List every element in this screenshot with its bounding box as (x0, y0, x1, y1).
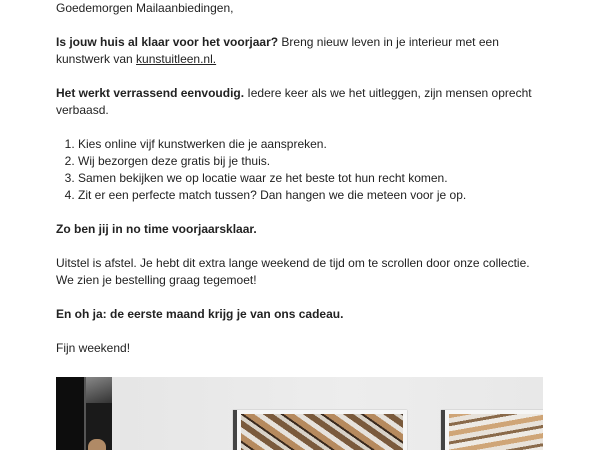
gift-text: En oh ja: de eerste maand krijg je van ons cadeau. (56, 307, 344, 321)
list-item: 4. Zit er een perfecte match tussen? Dan hangen we die meteen voor je op. (78, 187, 546, 204)
artwork-frame (441, 410, 543, 450)
kunstuitleen-link[interactable]: kunstuitleen.nl. (136, 52, 217, 66)
how-heading: Het werkt verrassend eenvoudig. (56, 86, 245, 100)
steps-list (56, 136, 546, 204)
how-text: Iedere keer als we het uitleggen, zijn mensen oprecht verbaasd. (56, 86, 532, 117)
list-item: 2. Wij bezorgen deze gratis bij je thuis. (78, 153, 546, 170)
ready-text: Zo ben jij in no time voorjaarsklaar. (56, 222, 257, 236)
vase-decoration (88, 439, 106, 450)
how-paragraph (56, 85, 546, 119)
intro-paragraph (56, 34, 546, 68)
gift-heading (56, 306, 546, 323)
hero-image[interactable] (56, 377, 543, 450)
list-item: 1. Kies online vijf kunstwerken die je aanspreken. (78, 136, 546, 153)
weekend-paragraph: Uitstel is afstel. Je hebt dit extra lange weekend de tijd om te scrollen door onze collectie. We zien je bestelling graag tegemoet! (56, 256, 530, 287)
email-body (56, 0, 546, 374)
dark-wall-panel (56, 377, 84, 450)
artwork-frame (233, 410, 407, 450)
greeting: Goedemorgen Mailaanbiedingen, (56, 1, 234, 15)
cabinet (84, 377, 112, 450)
intro-text: Breng nieuw leven in je interieur met een kunstwerk van (56, 35, 499, 66)
closing: Fijn weekend! (56, 341, 131, 355)
list-item: 3. Samen bekijken we op locatie waar ze het beste tot hun recht komen. (78, 170, 546, 187)
intro-heading: Is jouw huis al klaar voor het voorjaar? (56, 35, 279, 49)
ready-heading (56, 221, 546, 238)
